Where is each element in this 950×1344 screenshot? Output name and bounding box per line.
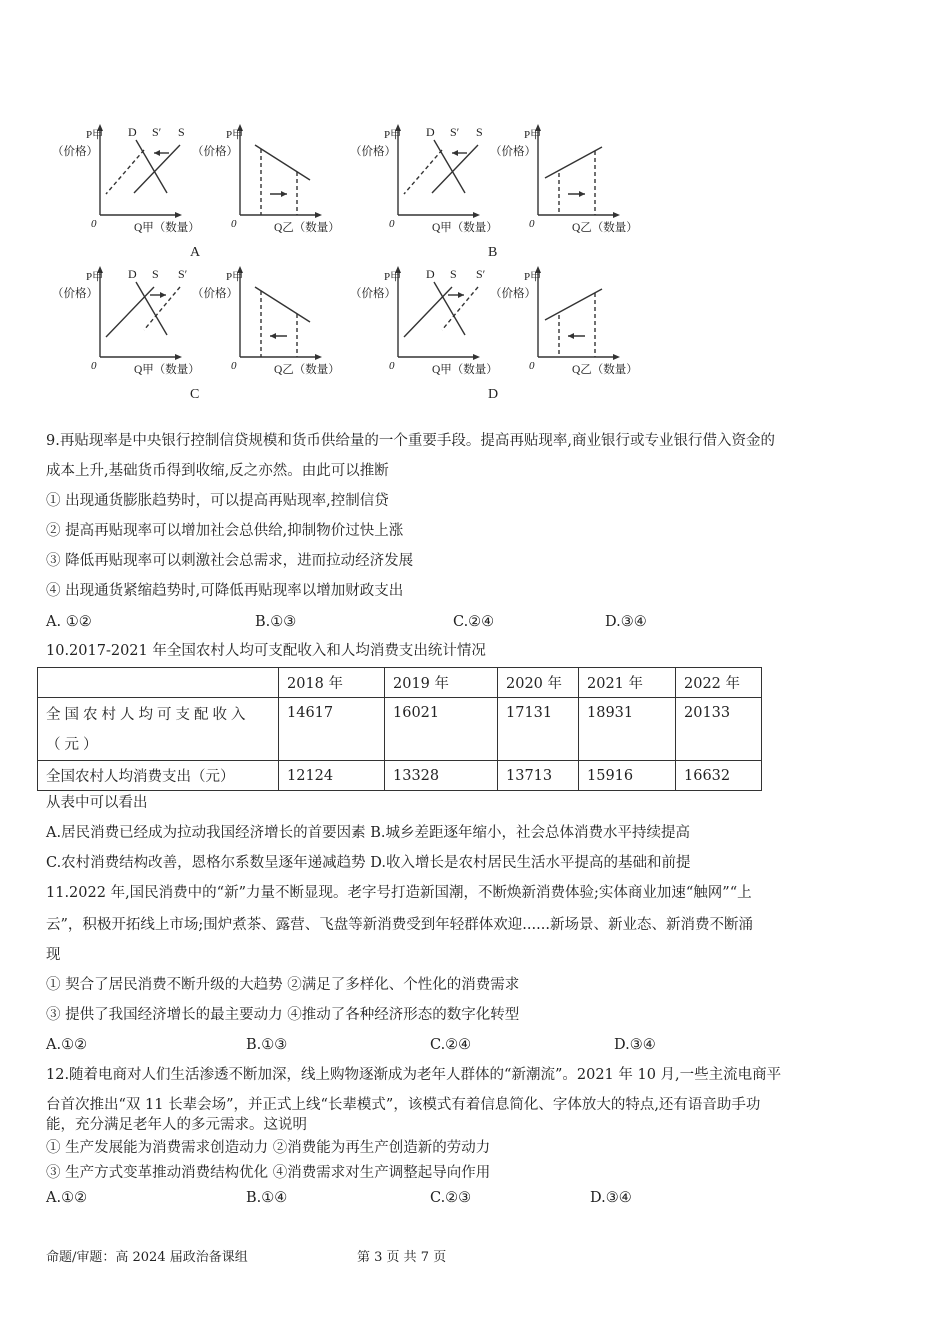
y-axis-label: P甲 [524,129,542,141]
x-axis-arrow [473,354,480,360]
graph-option-d [340,252,640,402]
y-axis-label: P甲 [226,129,244,141]
price-line [545,289,602,320]
q10-title: 10.2017-2021 年全国农村人均可支配收入和人均消费支出统计情况 [46,643,486,659]
x-axis-arrow [613,212,620,218]
curve-label: S [178,125,185,139]
footer-author: 命题/审题：高 2024 届政治备课组 [46,1250,248,1265]
y-axis-label: P甲 [86,271,104,283]
q12-line: 能，充分满足老年人的多元需求。这说明 [46,1117,307,1133]
origin-label: 0 [91,360,97,372]
q10-choices-ab: A.居民消费已经成为拉动我国经济增长的首要因素 B.城乡差距逐年缩小，社会总体消费水平持续提高 [46,825,690,841]
origin-label: 0 [529,360,535,372]
x-axis-label: Q甲（数量） [432,364,498,376]
quantity-arrow-head [579,191,585,197]
supply-curve-s-prime [106,150,144,194]
q11-choice-a: A.①② [46,1037,88,1053]
origin-label: 0 [231,218,237,230]
table-cell: 12124 [279,761,385,791]
curve-label: S [450,267,457,281]
table-cell: 16021 [385,698,498,761]
table-header: 2018 年 [279,668,385,698]
y-axis-unit: （价格） [490,288,536,300]
option-label: B [488,245,498,260]
x-axis-arrow [175,354,182,360]
option-label: D [488,387,499,402]
q11-line: 11.2022 年,国民消费中的“新”力量不断显现。老字号打造新国潮，不断焕新消费体验;实体商业加速“触网”“上 [46,885,752,901]
x-axis-label: Q甲（数量） [432,222,498,234]
table-cell: 20133 [676,698,762,761]
q9-statement: ① 出现通货膨胀趋势时，可以提高再贴现率,控制信贷 [46,493,389,509]
q12-statement: ① 生产发展能为消费需求创造动力 ②消费能为再生产创造新的劳动力 [46,1140,491,1156]
supply-curve-s-prime [404,150,442,194]
q12-choice-b: B.①④ [246,1190,288,1206]
option-label: C [190,387,200,402]
y-axis-unit: （价格） [52,288,98,300]
curve-label: S′ [178,267,188,281]
origin-label: 0 [91,218,97,230]
y-axis-unit: （价格） [350,288,396,300]
curve-label: S′ [152,125,162,139]
y-axis-label: P甲 [86,129,104,141]
y-axis-label: P甲 [384,129,402,141]
origin-label: 0 [389,218,395,230]
table-cell: 16632 [676,761,762,791]
quantity-arrow-head [270,333,276,339]
x-axis-label: Q乙（数量） [572,364,638,376]
y-axis-unit: （价格） [350,146,396,158]
shift-arrow-head [160,292,166,298]
curve-label: D [426,125,435,139]
q9-line: 成本上升,基础货币得到收缩,反之亦然。由此可以推断 [46,463,389,479]
supply-curve-s [106,287,154,337]
curve-label: D [426,267,435,281]
table-row [38,761,762,791]
x-axis-arrow [175,212,182,218]
table-cell: 18931 [579,698,676,761]
x-axis-label: Q乙（数量） [274,364,340,376]
x-axis-arrow [315,354,322,360]
option-label: A [190,245,201,260]
table-header [38,668,279,698]
table-cell: 15916 [579,761,676,791]
curve-label: S′ [450,125,460,139]
table-header-row [38,668,762,698]
x-axis-label: Q甲（数量） [134,364,200,376]
q9-line: 9.再贴现率是中央银行控制信贷规模和货币供给量的一个重要手段。提高再贴现率,商业银行或专业银行借入资金的 [46,433,775,449]
table-cell: 14617 [279,698,385,761]
graph-option-a [42,110,342,260]
curve-label: D [128,125,137,139]
origin-label: 0 [529,218,535,230]
q11-choice-c: C.②④ [430,1037,472,1053]
price-line [545,147,602,178]
supply-curve-s [404,287,452,337]
y-axis-unit: （价格） [192,288,238,300]
curve-label: S′ [476,267,486,281]
q9-statement: ② 提高再贴现率可以增加社会总供给,抑制物价过快上涨 [46,523,404,539]
q9-choice-c: C.②④ [453,614,495,630]
q12-choice-d: D.③④ [590,1190,632,1206]
q11-choice-d: D.③④ [614,1037,656,1053]
q12-line: 台首次推出“双 11 长辈会场”，并正式上线“长辈模式”，该模式有着信息简化、字体放大的特点,还有语音助手功 [46,1097,761,1113]
q9-choice-b: B.①③ [255,614,297,630]
q12-choice-c: C.②③ [430,1190,472,1206]
x-axis-label: Q甲（数量） [134,222,200,234]
stats-table [37,667,762,791]
x-axis-label: Q乙（数量） [572,222,638,234]
table-header: 2021 年 [579,668,676,698]
q10-stem: 从表中可以看出 [46,795,148,811]
curve-label: D [128,267,137,281]
q11-choice-b: B.①③ [246,1037,288,1053]
y-axis-label: P甲 [524,271,542,283]
q9-statement: ③ 降低再贴现率可以刺激社会总需求，进而拉动经济发展 [46,553,414,569]
table-cell: 13713 [498,761,579,791]
q12-choice-a: A.①② [46,1190,88,1206]
curve-label: S [476,125,483,139]
shift-arrow-head [452,150,458,156]
q10-choices-cd: C.农村消费结构改善，恩格尔系数呈逐年递减趋势 D.收入增长是农村居民生活水平提高的基础和前提 [46,855,691,871]
q9-statement: ④ 出现通货紧缩趋势时,可降低再贴现率以增加财政支出 [46,583,404,599]
quantity-arrow-head [568,333,574,339]
origin-label: 0 [231,360,237,372]
y-axis-label: P甲 [226,271,244,283]
q11-line: 云”，积极开拓线上市场;围炉煮茶、露营、飞盘等新消费受到年轻群体欢迎......新场景、新业态、新消费不断涌 [46,917,753,933]
x-axis-label: Q乙（数量） [274,222,340,234]
y-axis-unit: （价格） [490,146,536,158]
graph-option-b [340,110,640,260]
shift-arrow-head [154,150,160,156]
price-line [255,145,310,180]
footer-page-number: 第 3 页 共 7 页 [357,1250,447,1265]
x-axis-arrow [473,212,480,218]
y-axis-label: P甲 [384,271,402,283]
y-axis-unit: （价格） [192,146,238,158]
origin-label: 0 [389,360,395,372]
q12-line: 12.随着电商对人们生活渗透不断加深，线上购物逐渐成为老年人群体的“新潮流”。2021 年 10 月,一些主流电商平 [46,1067,782,1083]
table-header: 2019 年 [385,668,498,698]
q9-choice-d: D.③④ [605,614,647,630]
quantity-arrow-head [281,191,287,197]
q11-statement: ③ 提供了我国经济增长的最主要动力 ④推动了各种经济形态的数字化转型 [46,1007,520,1023]
q11-line: 现 [46,947,61,963]
table-cell: 17131 [498,698,579,761]
y-axis-unit: （价格） [52,146,98,158]
table-row [38,698,762,761]
row-label: 全国农村人均可支配收入（元） [38,698,279,761]
shift-arrow-head [458,292,464,298]
q12-statement: ③ 生产方式变革推动消费结构优化 ④消费需求对生产调整起导向作用 [46,1165,491,1181]
table-cell: 13328 [385,761,498,791]
curve-label: S [152,267,159,281]
graph-option-c [42,252,342,402]
price-line [255,287,310,322]
table-header: 2020 年 [498,668,579,698]
x-axis-arrow [315,212,322,218]
q11-statement: ① 契合了居民消费不断升级的大趋势 ②满足了多样化、个性化的消费需求 [46,977,520,993]
q9-choice-a: A. ①② [46,614,92,630]
table-header: 2022 年 [676,668,762,698]
row-label: 全国农村人均消费支出（元） [38,761,279,791]
x-axis-arrow [613,354,620,360]
